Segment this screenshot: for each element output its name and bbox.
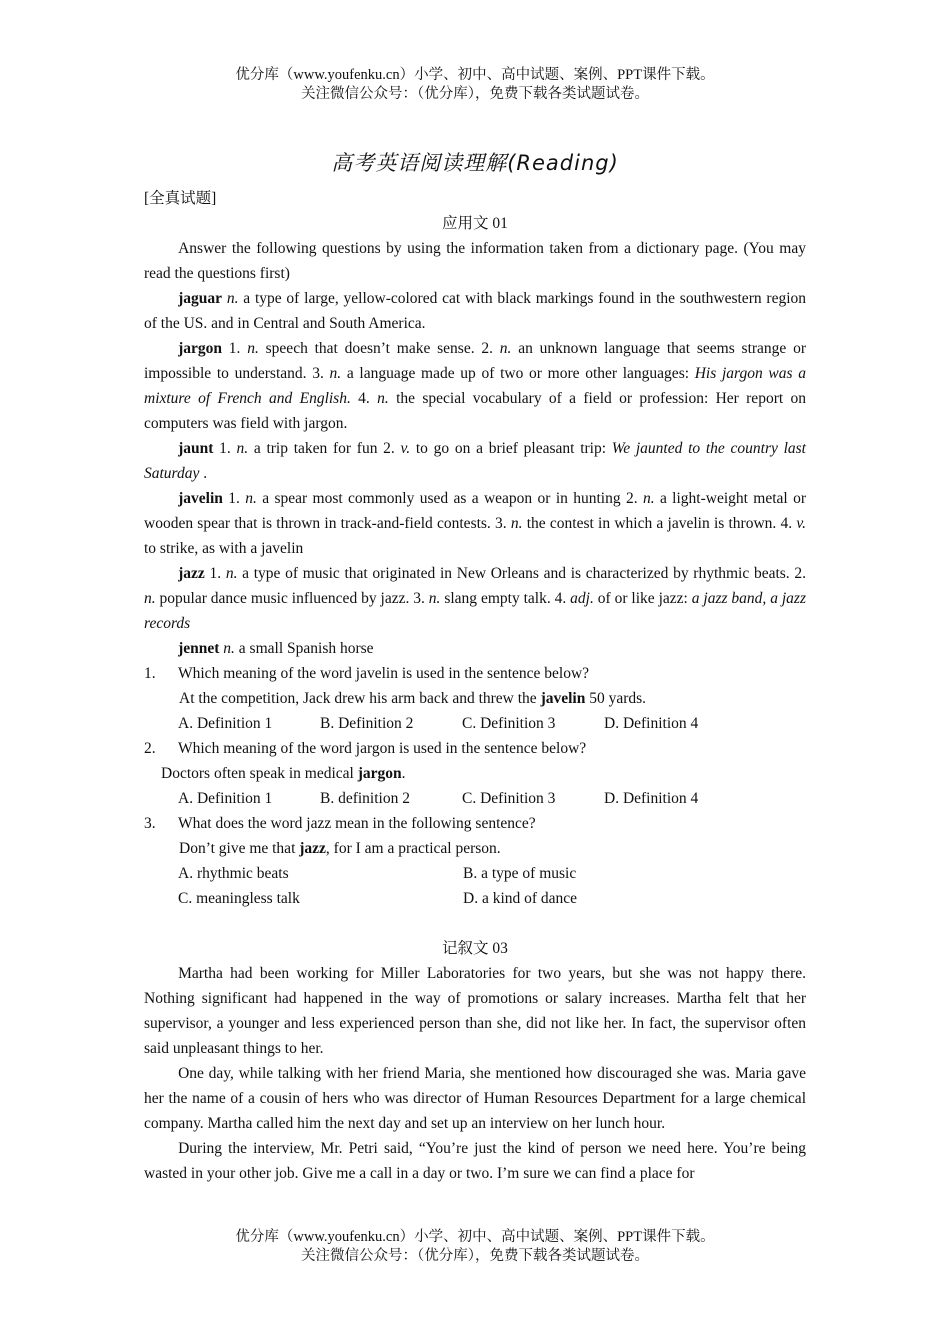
entry-jaguar [144, 286, 806, 336]
definition-text: to go on a brief pleasant trip: [410, 440, 612, 457]
part-of-speech: n. [144, 590, 156, 607]
part-of-speech: n. [245, 490, 257, 507]
part-of-speech: n. [642, 490, 655, 507]
part-of-speech: n. [499, 340, 512, 357]
footer-line-1: 优分库（www.youfenku.cn）小学、初中、高中试题、案例、PPT课件下载。 [235, 1229, 715, 1245]
example-text: a jazz band, a jazz records [144, 590, 806, 632]
definition-text: a small Spanish horse [234, 640, 374, 657]
option-a[interactable]: A. Definition 1 [178, 790, 273, 807]
footer-line-2: 关注微信公众号：（优分库），免费下载各类试题试卷。 [301, 1248, 649, 1264]
sentence-text: , for I am a practical person. [325, 840, 501, 857]
sense-number: 1. [222, 490, 246, 507]
question-3-options-row-1 [144, 861, 806, 886]
part-of-speech: v. [400, 440, 411, 457]
option-d[interactable]: D. a kind of dance [463, 890, 578, 907]
story-paragraph-1: Martha had been working for Miller Laboratories for two years, but she was not happy there. Nothing significant had happened in the way of promotions or salary increases. Martha felt that her supervisor, a younger and less experienced person than she, did not like her. In fact, the supervisor often said unpleasant things to her. [144, 965, 806, 1057]
headword: jennet [178, 640, 220, 657]
option-b[interactable]: B. definition 2 [320, 790, 410, 807]
entry-jargon [144, 336, 806, 436]
sense-number: 4. [350, 390, 378, 407]
page-title: 高考英语阅读理解(Reading) [331, 151, 619, 175]
instructions: Answer the following questions by using the information taken from a dictionary page. (You may read the questions first) [144, 240, 806, 282]
definition-text: a light-weight metal or wooden spear that is thrown in track-and-field contests. 3. [144, 490, 807, 532]
question-1-sentence [144, 686, 806, 711]
section-tag: [全真试题] [144, 190, 217, 207]
target-word: jazz [299, 840, 326, 857]
option-c[interactable]: C. Definition 3 [462, 715, 556, 732]
target-word: jargon [357, 765, 402, 782]
entry-javelin [144, 486, 806, 561]
headword: jazz [178, 565, 205, 582]
question-text: Which meaning of the word jargon is used in the sentence below? [178, 740, 587, 757]
story-paragraph-3: During the interview, Mr. Petri said, “You’re just the kind of person we need here. You’re being wasted in your other job. Give me a call in a day or two. I’m sure we can find a place for [144, 1140, 806, 1182]
definition-text: a type of music that originated in New Orleans and is characterized by rhythmic beats. 2. [237, 565, 807, 582]
headword: jargon [178, 340, 223, 357]
question-1-options [144, 711, 806, 736]
document-body [144, 148, 806, 1186]
sentence-text: Don’t give me that [179, 840, 300, 857]
option-b[interactable]: B. a type of music [463, 865, 577, 882]
question-2-sentence [144, 761, 806, 786]
question-3-sentence [144, 836, 806, 861]
question-3 [144, 811, 806, 836]
definition-text: the special vocabulary of a field or profession: Her report on computers was field with jargon. [144, 390, 806, 432]
sentence-text: Doctors often speak in medical [161, 765, 358, 782]
part-of-speech: n. [247, 340, 259, 357]
header-line-2: 关注微信公众号：（优分库），免费下载各类试题试卷。 [301, 86, 649, 102]
part2-heading: 记叙文 03 [442, 940, 508, 957]
headword: jaguar [178, 290, 223, 307]
definition-text: a type of large, yellow-colored cat with black markings found in the southwestern region of the US. and in Central and South America. [144, 290, 807, 332]
option-b[interactable]: B. Definition 2 [320, 715, 414, 732]
part-of-speech: n. [226, 290, 239, 307]
headword: javelin [178, 490, 223, 507]
page-header [0, 66, 950, 104]
option-a[interactable]: A. Definition 1 [178, 715, 273, 732]
sense-number: 1. [222, 340, 248, 357]
question-number: 3. [144, 815, 156, 832]
story-paragraph-2: One day, while talking with her friend Maria, she mentioned how discouraged she was. Maria gave her the name of a cousin of hers who was director of Human Resources Department for a large chemical company. Martha called him the next day and set up an interview on her lunch hour. [144, 1065, 806, 1132]
option-c[interactable]: C. meaningless talk [178, 890, 300, 907]
spacer [144, 911, 806, 936]
target-word: javelin [540, 690, 586, 707]
question-number: 1. [144, 665, 156, 682]
option-a[interactable]: A. rhythmic beats [178, 865, 289, 882]
question-text: What does the word jazz mean in the following sentence? [178, 815, 536, 832]
option-c[interactable]: C. Definition 3 [462, 790, 556, 807]
definition-text: an unknown language that seems strange or impossible to understand. 3. [144, 340, 807, 382]
definition-text: of or like jazz: [593, 590, 692, 607]
part-of-speech: v. [796, 515, 806, 532]
sentence-text: At the competition, Jack drew his arm back and threw the [179, 690, 541, 707]
part-of-speech: adj. [570, 590, 594, 607]
entry-jaunt [144, 436, 806, 486]
header-line-1: 优分库（www.youfenku.cn）小学、初中、高中试题、案例、PPT课件下载。 [235, 67, 715, 83]
question-2 [144, 736, 806, 761]
part-of-speech: n. [329, 365, 342, 382]
example-text: His jargon was a mixture of French and English. [144, 365, 806, 407]
option-d[interactable]: D. Definition 4 [604, 790, 699, 807]
example-text: We jaunted to the country last Saturday [144, 440, 806, 482]
part-of-speech: n. [223, 640, 235, 657]
part-of-speech: n. [510, 515, 523, 532]
headword: jaunt [178, 440, 214, 457]
definition-text: . [199, 465, 208, 482]
question-3-options-row-2 [144, 886, 806, 911]
entry-jazz [144, 561, 806, 636]
definition-text: speech that doesn’t make sense. 2. [258, 340, 500, 357]
part-of-speech: n. [236, 440, 249, 457]
part-of-speech: n. [377, 390, 389, 407]
definition-text: to strike, as with a javelin [144, 540, 304, 557]
sense-number: 1. [213, 440, 237, 457]
definition-text: a spear most commonly used as a weapon or in hunting 2. [256, 490, 643, 507]
question-text: Which meaning of the word javelin is used in the sentence below? [178, 665, 590, 682]
definition-text: a trip taken for fun 2. [248, 440, 401, 457]
sense-number: 1. [204, 565, 226, 582]
question-2-options [144, 786, 806, 811]
page-footer [0, 1228, 950, 1266]
definition-text: the contest in which a javelin is thrown. 4. [522, 515, 797, 532]
definition-text: popular dance music influenced by jazz. 3. [155, 590, 429, 607]
part1-heading: 应用文 01 [442, 215, 508, 232]
sentence-text: 50 yards. [585, 690, 647, 707]
definition-text: a language made up of two or more other languages: [341, 365, 695, 382]
entry-jennet [144, 636, 806, 661]
part-of-speech: n. [225, 565, 238, 582]
question-number: 2. [144, 740, 156, 757]
option-d[interactable]: D. Definition 4 [604, 715, 699, 732]
question-1 [144, 661, 806, 686]
sentence-text: . [401, 765, 406, 782]
part-of-speech: n. [428, 590, 441, 607]
definition-text: slang empty talk. 4. [440, 590, 571, 607]
